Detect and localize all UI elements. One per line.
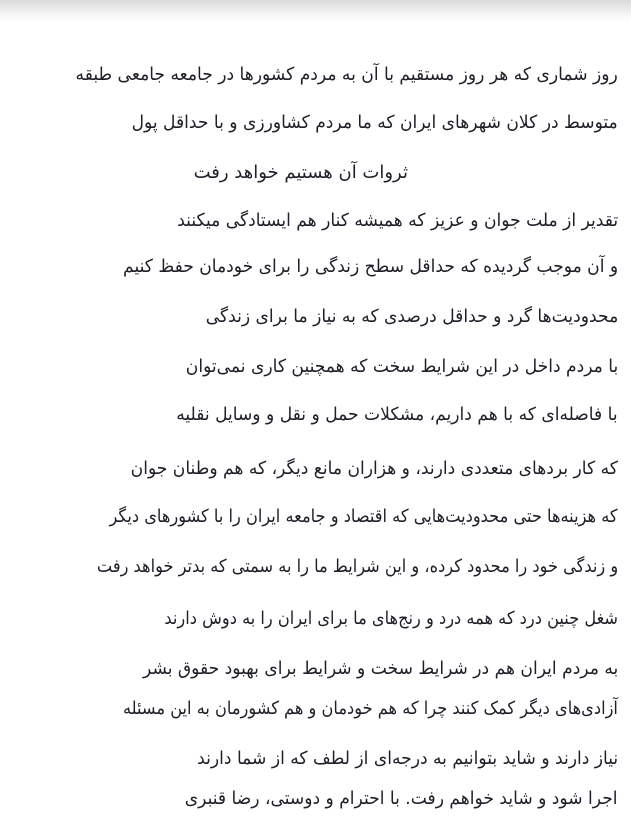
letter-line: آزادی‌های دیگر کمک کنند چرا که هم خودمان و هم کشورمان به این مسئله [123,698,618,719]
handwritten-letter-page [0,22,631,819]
letter-line: نیاز دارند و شاید بتوانیم به درجه‌ای از لطف که از شما دارند [196,748,618,769]
letter-line: به مردم ایران هم در شرایط سخت و شرایط برای بهبود حقوق بشر [142,658,618,679]
letter-line: شغل چنین درد که همه درد و رنج‌های ما برای ایران را به دوش دارند [164,608,618,629]
letter-line: که کار بردهای متعددی دارند، و هزاران مانع دیگر، که هم وطنان جوان [130,458,618,479]
letter-line: تقدیر از ملت جوان و عزیز که همیشه کنار هم ایستادگی میکنند [177,210,618,231]
letter-line: محدودیت‌ها گرد و حداقل درصدی که به نیاز ما برای زندگی [205,306,618,327]
letter-line: اجرا شود و شاید خواهم رفت. با احترام و دوستی، رضا قنبری [185,788,618,809]
top-shadow [0,0,631,22]
letter-line: ثروات آن هستیم خواهد رفت [193,162,408,183]
letter-line: با مردم داخل در این شرایط سخت که همچنین کاری نمی‌توان [185,356,618,377]
letter-line: متوسط در کلان شهرهای ایران که ما مردم کشاورزی و با حداقل پول [131,112,618,133]
letter-line: و زندگی خود را محدود کرده، و این شرایط ما را به سمتی که بدتر خواهد رفت [96,556,618,577]
letter-line: روز شماری که هر روز مستقیم با آن به مردم کشورها در جامعه جامعی طبقه [75,64,618,85]
letter-line: با فاصله‌ای که با هم داریم، مشکلات حمل و نقل و وسایل نقلیه [176,404,618,425]
letter-line: که هزینه‌ها حتی محدودیت‌هایی که اقتصاد و جامعه ایران را با کشورهای دیگر [109,506,618,527]
letter-line: و آن موجب گردیده که حداقل سطح زندگی را برای خودمان حفظ کنیم [122,256,618,277]
